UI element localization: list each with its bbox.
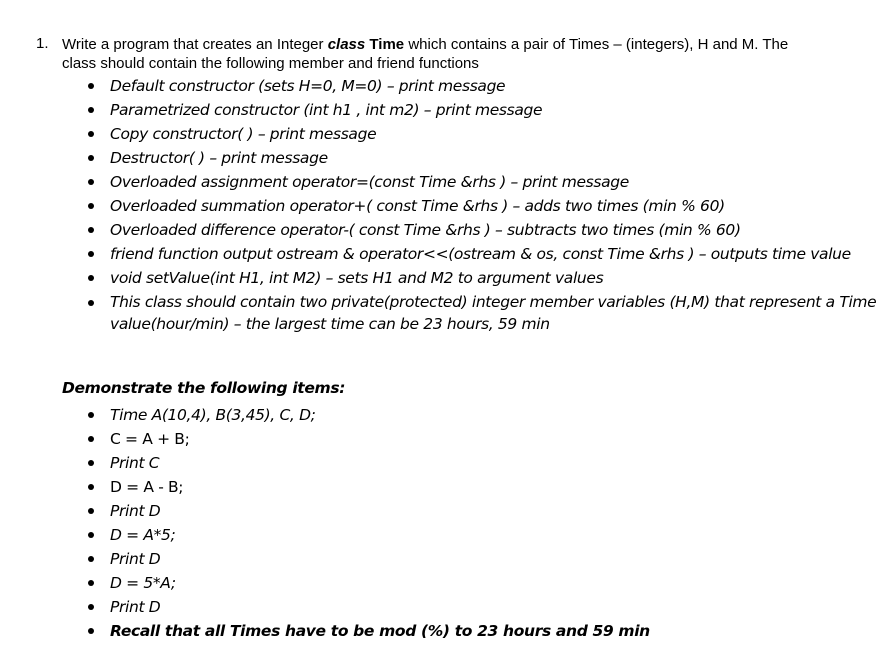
list-item xyxy=(88,194,878,218)
question-class-keyword: class xyxy=(327,36,366,53)
bullet-icon xyxy=(88,412,94,418)
bullet-icon xyxy=(88,107,94,113)
bullet-icon xyxy=(88,484,94,490)
list-item-text: Print D xyxy=(110,550,161,568)
bullet-icon xyxy=(88,131,94,137)
bullet-icon xyxy=(88,580,94,586)
bullet-icon xyxy=(88,604,94,610)
list-item-text: Recall that all Times have to be mod (%) to 23 hours and 59 min xyxy=(110,622,650,640)
list-item xyxy=(88,523,788,547)
list-item-text: Print C xyxy=(110,454,160,472)
demo-title: Demonstrate the following items: xyxy=(62,379,346,397)
list-item-text: Overloaded difference operator-( const Time &rhs ) – subtracts two times (min % 60) xyxy=(110,221,741,239)
list-item xyxy=(88,266,878,290)
list-item xyxy=(88,427,788,451)
bullet-icon xyxy=(88,155,94,161)
list-item xyxy=(88,290,878,335)
list-item xyxy=(88,74,878,98)
list-item xyxy=(88,499,788,523)
bullet-icon xyxy=(88,508,94,514)
list-item-text: Parametrized constructor (int h1 , int m2) – print message xyxy=(110,101,543,119)
bullet-icon xyxy=(88,179,94,185)
bullet-icon xyxy=(88,628,94,634)
list-item-text: Print D xyxy=(110,598,161,616)
list-item-text: Print D xyxy=(110,502,161,520)
list-item xyxy=(88,242,878,266)
list-item-text: D = A - B; xyxy=(110,478,184,496)
bullet-icon xyxy=(88,83,94,89)
list-item-text: void setValue(int H1, int M2) – sets H1 and M2 to argument values xyxy=(110,269,604,287)
list-item xyxy=(88,403,788,427)
list-item xyxy=(88,475,788,499)
list-item xyxy=(88,619,788,643)
list-item xyxy=(88,451,788,475)
bullet-icon xyxy=(88,227,94,233)
list-item-text: D = 5*A; xyxy=(110,574,176,592)
question-line2: class should contain the following member and friend functions xyxy=(62,55,479,72)
list-item xyxy=(88,122,878,146)
demo-list xyxy=(88,403,788,643)
bullet-icon xyxy=(88,251,94,257)
list-item-text: Default constructor (sets H=0, M=0) – print message xyxy=(110,77,506,95)
list-item-text: D = A*5; xyxy=(110,526,176,544)
requirements-list xyxy=(88,74,878,335)
question-time-keyword: Time xyxy=(369,36,405,53)
list-item-text: Destructor( ) – print message xyxy=(110,149,328,167)
list-item xyxy=(88,547,788,571)
bullet-icon xyxy=(88,203,94,209)
list-item-text: friend function output ostream & operator<<(ostream & os, const Time &rhs ) – outputs time value xyxy=(110,245,851,263)
list-item xyxy=(88,98,878,122)
bullet-icon xyxy=(88,275,94,281)
list-item-text: Copy constructor( ) – print message xyxy=(110,125,377,143)
bullet-icon xyxy=(88,532,94,538)
question-line1-pre: Write a program that creates an Integer xyxy=(62,36,328,53)
question-line1-post: which contains a pair of Times – (integers), H and M. The xyxy=(404,36,789,53)
list-item xyxy=(88,146,878,170)
list-item xyxy=(88,571,788,595)
list-item-text: Time A(10,4), B(3,45), C, D; xyxy=(110,406,316,424)
list-item-text: C = A + B; xyxy=(110,430,190,448)
list-item xyxy=(88,595,788,619)
bullet-icon xyxy=(88,436,94,442)
bullet-icon xyxy=(88,556,94,562)
bullet-icon xyxy=(88,300,94,306)
list-item-text: Overloaded assignment operator=(const Time &rhs ) – print message xyxy=(110,173,629,191)
list-item-text: This class should contain two private(protected) integer member variables (H,M) that represent a Time value(hour/min) – the largest time can be 23 hours, 59 min xyxy=(110,293,877,333)
question-text xyxy=(62,35,862,73)
list-item xyxy=(88,170,878,194)
list-item xyxy=(88,218,878,242)
list-item-text: Overloaded summation operator+( const Time &rhs ) – adds two times (min % 60) xyxy=(110,197,725,215)
question-number: 1. xyxy=(36,35,49,52)
bullet-icon xyxy=(88,460,94,466)
